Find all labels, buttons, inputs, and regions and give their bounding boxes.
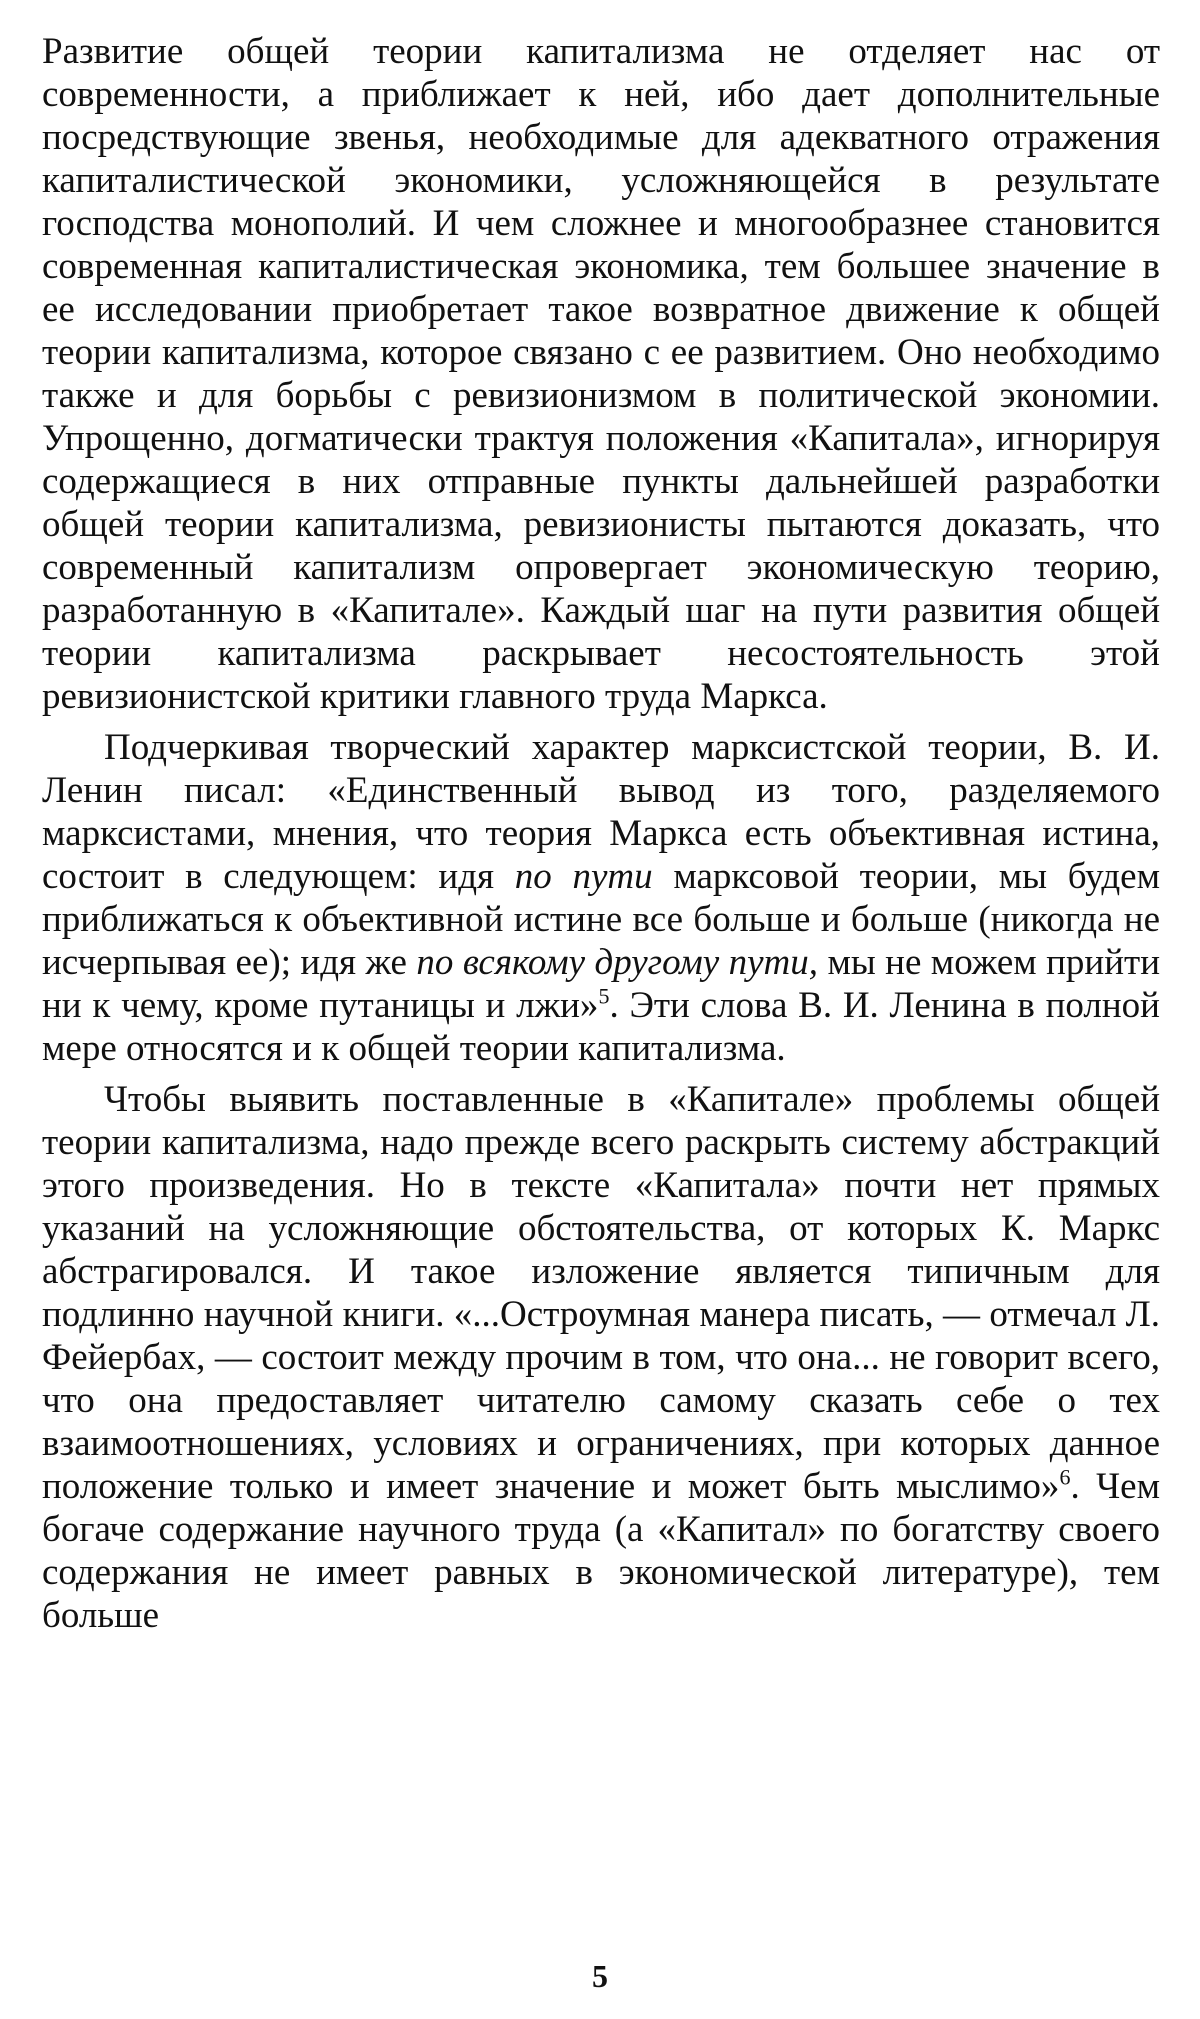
paragraph-2-text-4: . Эти слова В. И. Ленина в полной мере относятся и к общей теории капитализма. [42,985,1160,1069]
paragraph-2-italic-1: по пути [514,856,653,897]
footnote-marker-5: 5 [598,983,610,1009]
paragraph-2-italic-2: по всякому другому пути, [416,942,819,983]
paragraph-3-text-1: Чтобы выявить поставленные в «Капитале» проблемы общей теории капитализма, надо прежде всего раскрыть систему абстракций этого произведения. Но в тексте «Капитала» почти нет прямых указаний на усложняющие обстоятельства, от которых К. Маркс абстрагировался. И такое изложение является типичным для подлинно научной книги. «...Остроумная манера писать, — отмечал Л. Фейербах, — состоит между прочим в том, что она... не говорит всего, что она предоставляет читателю самому сказать себе о тех взаимоотношениях, условиях и ограничениях, при которых данное положение только и имеет значение и может быть мыслимо» [42,1079,1160,1507]
paragraph-1 [42,30,1160,718]
paragraph-2 [42,726,1160,1070]
paragraph-2-text-3: мы не можем прийти ни к чему, кроме путаницы и лжи» [42,942,1161,1026]
paragraph-2-text-1: Подчеркивая творческий характер марксистской теории, В. И. Ленин писал: «Единственный вывод из того, разделяемого марксистами, мнения, что теория Маркса есть объективная истина, состоит в следующем: идя [42,727,1160,897]
paragraph-1-text: Развитие общей теории капитализма не отделяет нас от современности, а приближает к ней, ибо дает дополнительные посредствующие звенья, необходимые для адекватного отражения капиталистической экономики, усложняющейся в результате господства монополий. И чем сложнее и многообразнее становится современная капиталистическая экономика, тем большее значение в ее исследовании приобретает такое возвратное движение к общей теории капитализма, которое связано с ее развитием. Оно необходимо также и для борьбы с ревизионизмом в политической экономии. Упрощенно, догматически трактуя положения «Капитала», игнорируя содержащиеся в них отправные пункты дальнейшей разработки общей теории капитализма, ревизионисты пытаются доказать, что современный капитализм опровергает экономическую теорию, разработанную в «Капитале». Каждый шаг на пути развития общей теории капитализма раскрывает несостоятельность этой ревизионистской критики главного труда Маркса. [42,31,1160,717]
footnote-marker-6: 6 [1059,1464,1071,1490]
paragraph-2-text-2: марксовой теории, мы будем приближаться к объективной истине все больше и больше (никогда не исчерпывая ее); идя же [42,856,1160,983]
paragraph-3-text-2: . Чем богаче содержание научного труда (а «Капитал» по богатству своего содержания не имеет равных в экономической литературе), тем больше [42,1466,1160,1636]
page-number: 5 [592,1958,608,1994]
paragraph-3 [42,1078,1160,1637]
page-body [42,30,1160,1989]
